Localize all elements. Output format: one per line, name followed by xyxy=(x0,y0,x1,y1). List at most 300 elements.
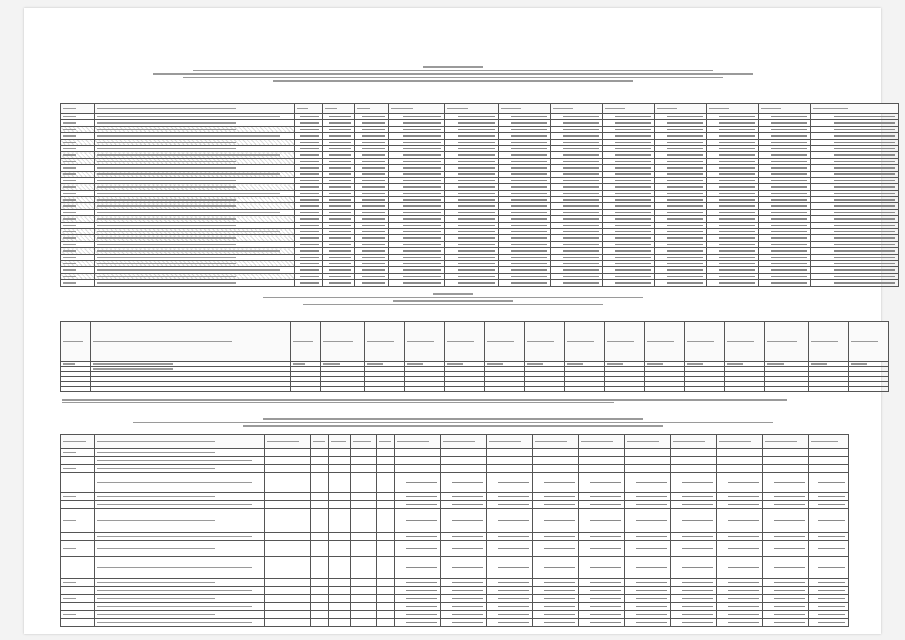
table3-cell xyxy=(61,449,95,457)
table3-cell xyxy=(763,465,809,473)
table3-cell xyxy=(579,473,625,493)
table3-cell xyxy=(265,619,311,627)
table2-header-cell xyxy=(605,322,645,362)
table3-cell xyxy=(717,473,763,493)
table3-cell xyxy=(625,603,671,611)
table3-cell xyxy=(579,557,625,579)
table3-cell xyxy=(625,501,671,509)
table2-header-cell xyxy=(485,322,525,362)
table3-cell xyxy=(533,501,579,509)
table3-cell xyxy=(311,619,329,627)
table3-cell xyxy=(717,611,763,619)
table3-cell xyxy=(311,595,329,603)
table3-cell xyxy=(311,509,329,533)
table3-cell xyxy=(487,501,533,509)
table3-cell xyxy=(95,557,265,579)
table3-cell xyxy=(487,587,533,595)
table2-cell xyxy=(525,387,565,392)
table3-cell xyxy=(717,619,763,627)
table3-cell xyxy=(717,533,763,541)
table3-cell xyxy=(329,501,351,509)
table3-cell xyxy=(61,457,95,465)
table3-cell xyxy=(487,619,533,627)
table3-cell xyxy=(671,465,717,473)
table3-cell xyxy=(533,493,579,501)
table3-header-cell xyxy=(377,435,395,449)
table3-cell xyxy=(809,509,849,533)
table1-cell xyxy=(389,280,445,286)
table3-cell xyxy=(717,493,763,501)
table1-header-cell xyxy=(445,104,499,114)
table1-header-cell xyxy=(323,104,355,114)
table3-cell xyxy=(95,457,265,465)
table3-header-cell xyxy=(671,435,717,449)
table3-cell xyxy=(809,473,849,493)
table3-cell xyxy=(625,579,671,587)
table3-cell xyxy=(671,603,717,611)
table3-cell xyxy=(311,611,329,619)
table3-cell xyxy=(395,449,441,457)
table3-cell xyxy=(671,533,717,541)
table3-cell xyxy=(671,587,717,595)
table3-cell xyxy=(625,473,671,493)
table3-cell xyxy=(329,473,351,493)
table3-cell xyxy=(95,619,265,627)
table2-cell xyxy=(445,387,485,392)
table3-cell xyxy=(533,465,579,473)
table1-cell xyxy=(707,280,759,286)
table3-cell xyxy=(95,493,265,501)
table-summary-1 xyxy=(60,103,899,287)
table3-cell xyxy=(763,557,809,579)
table3-cell xyxy=(717,587,763,595)
table1-cell xyxy=(295,280,323,286)
table3-cell xyxy=(311,449,329,457)
table3-cell xyxy=(61,533,95,541)
table3-cell xyxy=(377,493,395,501)
table3-cell xyxy=(377,533,395,541)
table3-cell xyxy=(671,595,717,603)
table2-cell xyxy=(605,387,645,392)
table3-cell xyxy=(625,493,671,501)
table3-cell xyxy=(625,541,671,557)
table3-cell xyxy=(61,611,95,619)
table3-cell xyxy=(717,457,763,465)
table3-cell xyxy=(311,557,329,579)
table3-cell xyxy=(763,501,809,509)
table3-cell xyxy=(441,557,487,579)
table-row xyxy=(61,457,849,465)
table3-cell xyxy=(487,557,533,579)
table3-cell xyxy=(763,579,809,587)
footnote xyxy=(60,398,848,404)
table3-cell xyxy=(377,541,395,557)
table3-cell xyxy=(625,595,671,603)
table1-cell xyxy=(551,280,603,286)
table3-cell xyxy=(579,595,625,603)
table3-cell xyxy=(351,557,377,579)
table3-cell xyxy=(441,611,487,619)
table3-cell xyxy=(487,595,533,603)
table3-cell xyxy=(809,611,849,619)
table3-cell xyxy=(533,473,579,493)
table1-header-cell xyxy=(603,104,655,114)
table3-cell xyxy=(61,595,95,603)
table3-cell xyxy=(95,465,265,473)
table2-cell xyxy=(685,387,725,392)
table1-header-cell xyxy=(295,104,323,114)
table3-cell xyxy=(395,595,441,603)
table3-cell xyxy=(717,595,763,603)
table3-cell xyxy=(377,465,395,473)
table3-cell xyxy=(809,457,849,465)
table-row xyxy=(61,557,849,579)
table3-cell xyxy=(265,541,311,557)
table3-cell xyxy=(61,501,95,509)
table3-cell xyxy=(351,465,377,473)
table2-header-cell xyxy=(91,322,291,362)
table-row xyxy=(61,595,849,603)
table3-cell xyxy=(265,501,311,509)
table3-cell xyxy=(377,619,395,627)
table3-cell xyxy=(441,541,487,557)
table3-cell xyxy=(717,579,763,587)
table3-cell xyxy=(441,595,487,603)
table3-cell xyxy=(809,533,849,541)
table3-cell xyxy=(763,603,809,611)
table3-header-cell xyxy=(395,435,441,449)
table3-cell xyxy=(395,603,441,611)
table3-cell xyxy=(625,465,671,473)
table-row xyxy=(61,541,849,557)
table3-cell xyxy=(265,533,311,541)
table3-cell xyxy=(487,579,533,587)
table3-cell xyxy=(487,509,533,533)
table3-cell xyxy=(351,533,377,541)
table3-cell xyxy=(329,493,351,501)
table3-cell xyxy=(395,587,441,595)
table2-cell xyxy=(321,387,365,392)
table-row xyxy=(61,533,849,541)
table2-header-cell xyxy=(445,322,485,362)
table3-cell xyxy=(533,619,579,627)
table1-header-cell xyxy=(389,104,445,114)
table-row xyxy=(61,603,849,611)
table2-cell xyxy=(645,387,685,392)
table3-header-cell xyxy=(579,435,625,449)
table3-cell xyxy=(351,457,377,465)
table3-cell xyxy=(95,533,265,541)
table3-header-cell xyxy=(441,435,487,449)
table3-cell xyxy=(441,619,487,627)
table2-header-cell xyxy=(321,322,365,362)
table2-header-cell xyxy=(849,322,889,362)
table3-cell xyxy=(441,533,487,541)
table3-cell xyxy=(579,457,625,465)
table1-header-cell xyxy=(61,104,95,114)
table3-cell xyxy=(717,465,763,473)
table3-cell xyxy=(441,587,487,595)
table3-cell xyxy=(351,587,377,595)
table3-cell xyxy=(763,595,809,603)
table3-cell xyxy=(351,611,377,619)
table3-cell xyxy=(329,533,351,541)
table3-cell xyxy=(395,557,441,579)
table3-cell xyxy=(311,465,329,473)
table-row xyxy=(61,501,849,509)
table-summary-2 xyxy=(60,321,889,392)
section-title-2 xyxy=(24,291,881,307)
table3-cell xyxy=(61,587,95,595)
table3-cell xyxy=(809,619,849,627)
table3-cell xyxy=(533,457,579,465)
table1-cell xyxy=(811,280,899,286)
table3-header-cell xyxy=(625,435,671,449)
table3-header-cell xyxy=(487,435,533,449)
table3-cell xyxy=(809,541,849,557)
table3-cell xyxy=(441,509,487,533)
table3-cell xyxy=(351,509,377,533)
table3-cell xyxy=(265,579,311,587)
table3-cell xyxy=(395,493,441,501)
table3-cell xyxy=(61,557,95,579)
table1-cell xyxy=(355,280,389,286)
table-row xyxy=(61,611,849,619)
table1-header-cell xyxy=(355,104,389,114)
table3-cell xyxy=(533,611,579,619)
table-row xyxy=(61,493,849,501)
table3-header-cell xyxy=(717,435,763,449)
table2-header-cell xyxy=(291,322,321,362)
table3-cell xyxy=(95,509,265,533)
table3-cell xyxy=(625,619,671,627)
table3-cell xyxy=(717,509,763,533)
table3-cell xyxy=(579,611,625,619)
table3-cell xyxy=(311,493,329,501)
table3-cell xyxy=(329,557,351,579)
table3-cell xyxy=(625,611,671,619)
table3-cell xyxy=(95,501,265,509)
table3-cell xyxy=(717,603,763,611)
table2-header-cell xyxy=(809,322,849,362)
table-row xyxy=(61,509,849,533)
table3-cell xyxy=(377,557,395,579)
table-row xyxy=(61,587,849,595)
table3-cell xyxy=(395,509,441,533)
table3-cell xyxy=(311,603,329,611)
table1-cell xyxy=(499,280,551,286)
table3-cell xyxy=(809,557,849,579)
table3-cell xyxy=(377,449,395,457)
table3-header-cell xyxy=(533,435,579,449)
table3-cell xyxy=(763,619,809,627)
table3-cell xyxy=(265,587,311,595)
table3-cell xyxy=(671,619,717,627)
table2-cell xyxy=(485,387,525,392)
table3-cell xyxy=(625,557,671,579)
table3-cell xyxy=(487,611,533,619)
table3-cell xyxy=(763,449,809,457)
table3-cell xyxy=(441,449,487,457)
table3-cell xyxy=(329,465,351,473)
table3-cell xyxy=(487,541,533,557)
table3-cell xyxy=(311,457,329,465)
table3-cell xyxy=(763,533,809,541)
table3-cell xyxy=(329,541,351,557)
table3-cell xyxy=(579,603,625,611)
table3-cell xyxy=(533,579,579,587)
table2-cell xyxy=(405,387,445,392)
table3-cell xyxy=(329,457,351,465)
table3-cell xyxy=(265,457,311,465)
table3-cell xyxy=(533,449,579,457)
table3-cell xyxy=(265,603,311,611)
table3-cell xyxy=(579,579,625,587)
table1-header-cell xyxy=(811,104,899,114)
table3-cell xyxy=(377,501,395,509)
table1-header-cell xyxy=(499,104,551,114)
table3-cell xyxy=(533,533,579,541)
table3-header-cell xyxy=(61,435,95,449)
table3-cell xyxy=(441,579,487,587)
table-row xyxy=(61,280,899,286)
table3-cell xyxy=(487,465,533,473)
table3-cell xyxy=(717,557,763,579)
table3-cell xyxy=(533,509,579,533)
table-row xyxy=(61,473,849,493)
table3-cell xyxy=(533,587,579,595)
table3-cell xyxy=(533,557,579,579)
table3-cell xyxy=(95,587,265,595)
table3-cell xyxy=(441,603,487,611)
table2-header-cell xyxy=(61,322,91,362)
table3-cell xyxy=(671,457,717,465)
table3-cell xyxy=(95,611,265,619)
table3-cell xyxy=(579,465,625,473)
table3-cell xyxy=(487,457,533,465)
table1-header-cell xyxy=(759,104,811,114)
table3-cell xyxy=(95,541,265,557)
table3-header-cell xyxy=(265,435,311,449)
table3-cell xyxy=(311,579,329,587)
table1-cell xyxy=(759,280,811,286)
table3-cell xyxy=(809,493,849,501)
table3-cell xyxy=(671,611,717,619)
table3-cell xyxy=(809,603,849,611)
table3-cell xyxy=(487,449,533,457)
table3-cell xyxy=(377,509,395,533)
table3-cell xyxy=(809,449,849,457)
table3-cell xyxy=(763,493,809,501)
table3-cell xyxy=(377,587,395,595)
table3-cell xyxy=(329,509,351,533)
table1-header-cell xyxy=(95,104,295,114)
table3-cell xyxy=(265,509,311,533)
table3-cell xyxy=(763,509,809,533)
table3-cell xyxy=(351,473,377,493)
table3-cell xyxy=(441,501,487,509)
table-row xyxy=(61,387,889,392)
table3-cell xyxy=(377,611,395,619)
table3-cell xyxy=(441,493,487,501)
table3-cell xyxy=(717,449,763,457)
table3-cell xyxy=(763,541,809,557)
table3-cell xyxy=(95,473,265,493)
table3-cell xyxy=(579,619,625,627)
table1-cell xyxy=(445,280,499,286)
table3-cell xyxy=(487,493,533,501)
table3-cell xyxy=(395,501,441,509)
table3-cell xyxy=(395,619,441,627)
table3-cell xyxy=(329,619,351,627)
table3-cell xyxy=(441,457,487,465)
table2-cell xyxy=(291,387,321,392)
table3-cell xyxy=(95,603,265,611)
table3-cell xyxy=(329,449,351,457)
table3-cell xyxy=(625,457,671,465)
table2-cell xyxy=(61,387,91,392)
table3-cell xyxy=(351,449,377,457)
table3-cell xyxy=(351,579,377,587)
table3-cell xyxy=(351,493,377,501)
table3-cell xyxy=(395,541,441,557)
table2-header-cell xyxy=(565,322,605,362)
section-title-1 xyxy=(24,64,881,84)
table3-header-cell xyxy=(763,435,809,449)
table3-cell xyxy=(329,611,351,619)
table3-cell xyxy=(809,579,849,587)
table2-cell xyxy=(725,387,765,392)
table3-cell xyxy=(265,595,311,603)
table3-cell xyxy=(763,457,809,465)
table3-cell xyxy=(671,509,717,533)
table3-cell xyxy=(265,493,311,501)
table3-cell xyxy=(351,595,377,603)
table3-cell xyxy=(487,473,533,493)
table3-cell xyxy=(61,619,95,627)
table3-cell xyxy=(579,509,625,533)
table3-cell xyxy=(625,587,671,595)
table3-cell xyxy=(487,533,533,541)
table3-cell xyxy=(763,611,809,619)
table3-cell xyxy=(61,579,95,587)
table3-cell xyxy=(671,579,717,587)
table3-cell xyxy=(625,509,671,533)
table2-cell xyxy=(565,387,605,392)
table3-cell xyxy=(351,501,377,509)
table3-cell xyxy=(763,587,809,595)
table3-cell xyxy=(95,595,265,603)
table3-cell xyxy=(579,493,625,501)
table3-cell xyxy=(329,587,351,595)
table3-cell xyxy=(533,603,579,611)
table3-cell xyxy=(441,473,487,493)
table3-cell xyxy=(265,465,311,473)
table3-cell xyxy=(61,541,95,557)
table2-header-cell xyxy=(365,322,405,362)
table3-cell xyxy=(579,587,625,595)
table3-header-cell xyxy=(351,435,377,449)
table3-cell xyxy=(351,619,377,627)
table3-cell xyxy=(377,595,395,603)
table3-cell xyxy=(377,473,395,493)
table3-cell xyxy=(311,533,329,541)
table3-cell xyxy=(717,501,763,509)
table-row xyxy=(61,449,849,457)
table2-header-cell xyxy=(405,322,445,362)
table3-header-cell xyxy=(311,435,329,449)
table3-cell xyxy=(311,541,329,557)
